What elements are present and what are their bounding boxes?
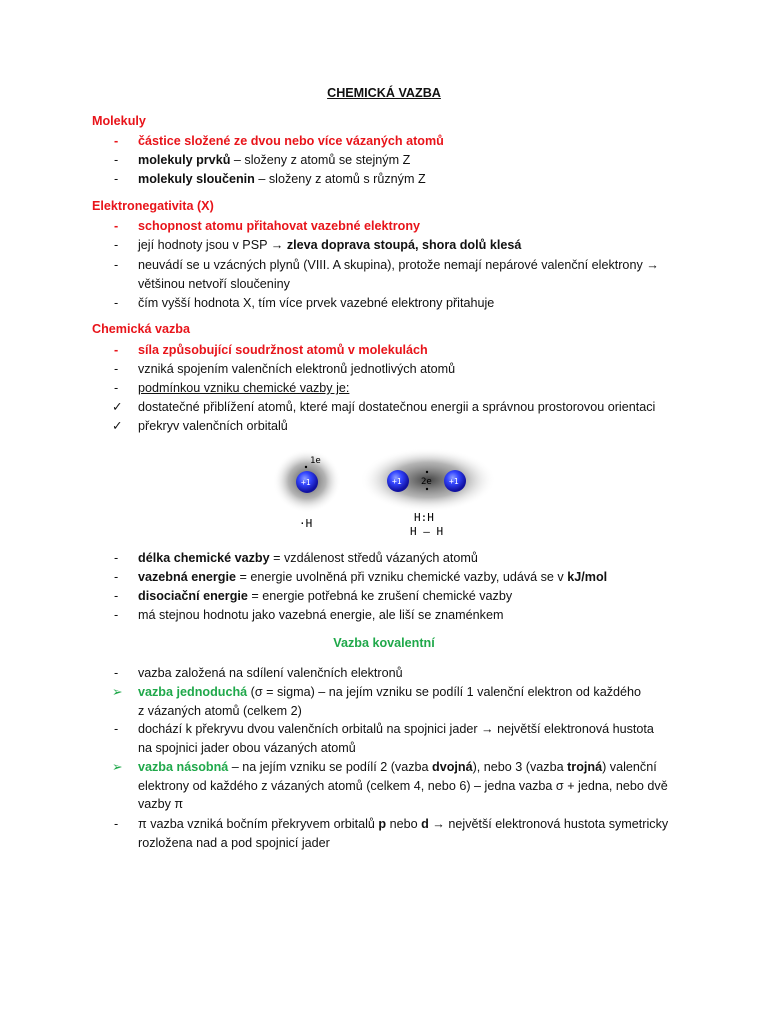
dash-marker: - (114, 608, 119, 622)
electron-dot (426, 488, 428, 490)
heading-elektronegativita: Elektronegativita (X) (92, 199, 214, 213)
check-icon: ✓ (112, 400, 123, 414)
list-item: - částice složené ze dvou nebo více vázaných atomů (138, 132, 678, 151)
list-item: - neuvádí se u vzácných plynů (VIII. A skupina), protože nemají nepárové valenční elektrony → většinou netvoří sloučeniny (114, 258, 659, 291)
right-core-label-b: +1 (449, 477, 459, 486)
list-item: ➢ vazba jednoduchá (σ = sigma) – na jejím vzniku se podílí 1 valenční elektron od každého z vázaných atomů (celkem 2) (112, 685, 642, 718)
h2-bond-label: H – H (410, 525, 444, 538)
list-item: - vazebná energie = energie uvolněná při vzniku chemické vazby, udává se v kJ/mol (138, 568, 678, 587)
shared-electron-label: 2e (421, 477, 432, 487)
left-core-label: +1 (301, 478, 311, 487)
list-item: - molekuly sloučenin – složeny z atomů s různým Z (138, 170, 678, 189)
dash-marker: - (114, 134, 119, 148)
list-item: - délka chemické vazby = vzdálenost středů vázaných atomů (138, 549, 678, 568)
dash-marker: - (114, 666, 119, 680)
list-item: - molekuly prvků – složeny z atomů se stejným Z (138, 151, 678, 170)
list-item: - vazba založená na sdílení valenčních elektronů (138, 664, 678, 683)
list-item: - čím vyšší hodnota X, tím více prvek vazebné elektrony přitahuje (138, 294, 678, 313)
page-title: CHEMICKÁ VAZBA (327, 86, 441, 100)
list-item: - dochází k překryvu dvou valenčních orbitalů na spojnici jader → největší elektronová hustota na spojnici jader obou vázaných atomů (114, 722, 654, 755)
dash-marker: - (114, 343, 119, 357)
list-item: - podmínkou vzniku chemické vazby je: (138, 379, 678, 398)
list-item: ✓ překryv valenčních orbitalů (138, 417, 678, 436)
dash-marker: - (114, 153, 119, 167)
heading-vazba-kovalentni: Vazba kovalentní (333, 636, 435, 650)
electron-dot (426, 471, 428, 473)
dash-marker: - (114, 362, 119, 376)
list-item: - má stejnou hodnotu jako vazebná energie, ale liší se znaménkem (138, 606, 678, 625)
dash-marker: - (114, 589, 119, 603)
list-item: - její hodnoty jsou v PSP → zleva doprava stoupá, shora dolů klesá (138, 236, 678, 255)
arrow-bullet-icon: ➢ (112, 760, 123, 774)
list-item: - π vazba vzniká bočním překryvem orbitalů p nebo d → největší elektronová hustota symetricky rozložena nad a pod spojnicí jader (114, 817, 669, 850)
dash-marker: - (114, 817, 119, 831)
list-item: ➢ vazba násobná – na jejím vzniku se podílí 2 (vazba dvojná), nebo 3 (vazba trojná) valenční elektrony od každého z vázaných atomů (celkem 4, nebo 6) – jedna vazba σ + jedna, nebo dvě vazby π (112, 760, 668, 811)
h-atom-label: ·H (299, 517, 313, 530)
check-icon: ✓ (112, 419, 123, 433)
dash-marker: - (114, 570, 119, 584)
list-item: - schopnost atomu přitahovat vazebné elektrony (138, 217, 678, 236)
dash-marker: - (114, 219, 119, 233)
h2-lewis-label: H:H (414, 511, 434, 524)
dash-marker: - (114, 722, 119, 736)
dash-marker: - (114, 296, 119, 310)
dash-marker: - (114, 551, 119, 565)
arrow-bullet-icon: ➢ (112, 685, 123, 699)
heading-molekuly: Molekuly (92, 114, 146, 128)
list-item: - síla způsobující soudržnost atomů v molekulách (138, 341, 678, 360)
list-item: - disociační energie = energie potřebná ke zrušení chemické vazby (138, 587, 678, 606)
dash-marker: - (114, 172, 119, 186)
dash-marker: - (114, 238, 119, 252)
left-electron-label: 1e (310, 456, 321, 466)
electron-dot (305, 466, 307, 468)
hydrogen-bond-diagram (265, 445, 505, 540)
dash-marker: - (114, 381, 119, 395)
list-item: ✓ dostatečné přiblížení atomů, které mají dostatečnou energii a správnou prostorovou orientaci (138, 398, 678, 417)
dash-marker: - (114, 258, 119, 272)
list-item: - vzniká spojením valenčních elektronů jednotlivých atomů (138, 360, 678, 379)
heading-chemicka-vazba: Chemická vazba (92, 322, 191, 336)
right-core-label-a: +1 (392, 477, 402, 486)
